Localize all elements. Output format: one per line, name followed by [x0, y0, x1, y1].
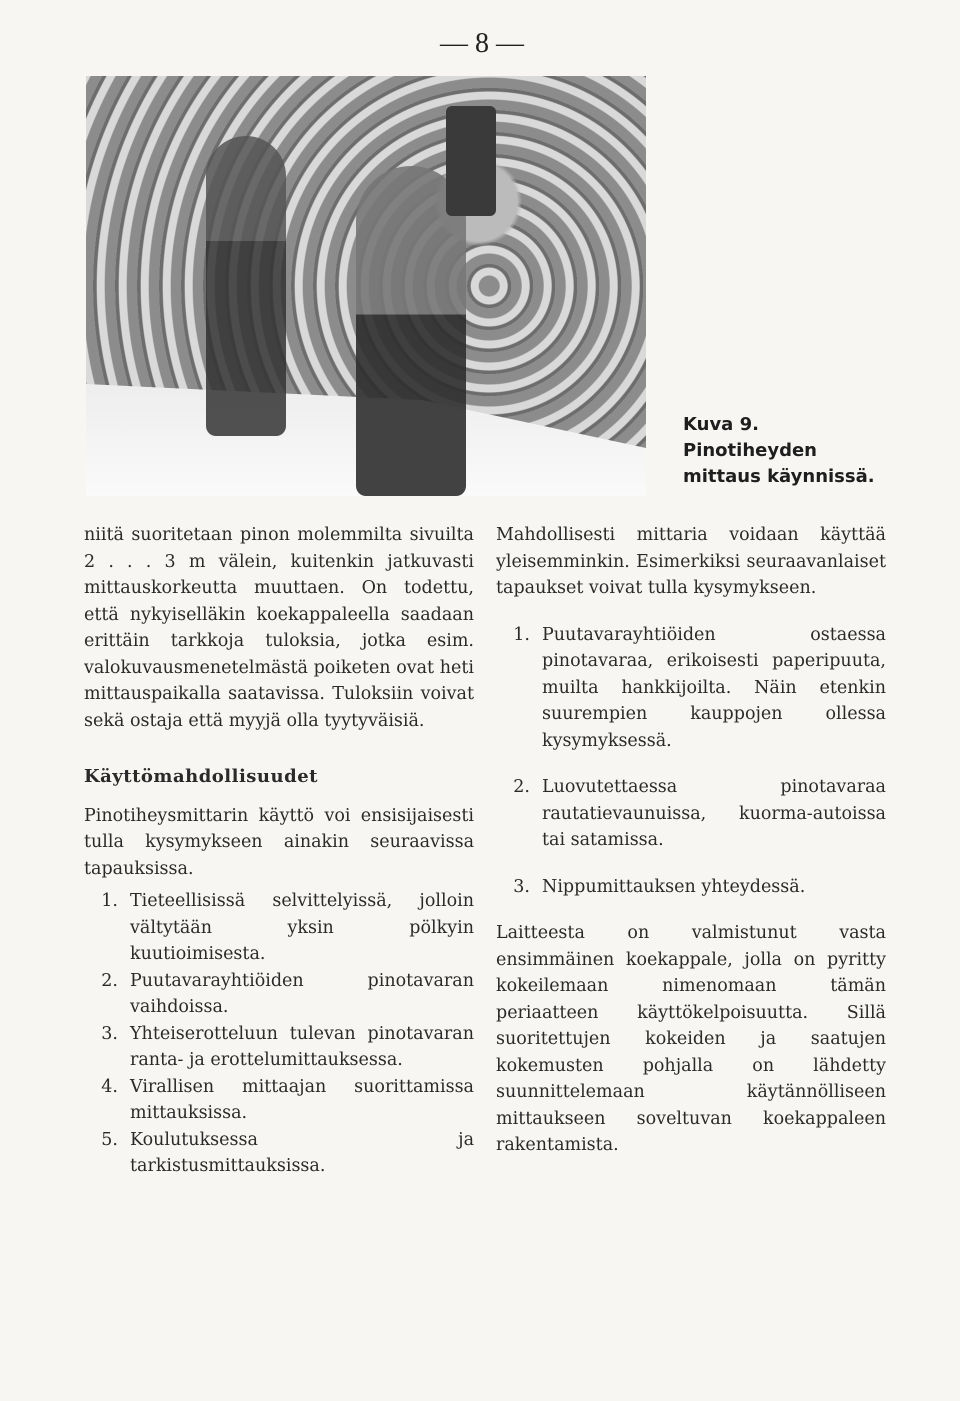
- page-number: — 8 —: [440, 28, 524, 59]
- list-item: [496, 874, 886, 901]
- list-item: [496, 622, 886, 755]
- list-item-text: Puutavarayhtiöiden ostaessa pinotavaraa, erikoisesti paperipuuta, muilta hankkijoilta. Näin etenkin suurempien kauppojen ollessa kysymyksessä.: [542, 624, 886, 751]
- list-item-number: 4.: [101, 1076, 118, 1097]
- right-list: [496, 622, 886, 901]
- left-list: [84, 888, 474, 1180]
- caption-label: Kuva 9.: [683, 414, 759, 435]
- list-item-number: 3.: [513, 876, 530, 897]
- caption-text: Pinotiheyden mittaus käynnissä.: [683, 440, 875, 487]
- list-item-text: Virallisen mittaajan suorittamissa mittauksissa.: [130, 1076, 474, 1123]
- photo-measuring-woodpile: [86, 76, 646, 496]
- list-item-number: 1.: [513, 624, 530, 645]
- list-item: [84, 888, 474, 968]
- list-item: [496, 774, 886, 854]
- list-item-text: Puutavarayhtiöiden pinotavaran vaihdoissa.: [130, 970, 474, 1017]
- left-intro-paragraph: niitä suoritetaan pinon molemmilta sivuilta 2 . . . 3 m välein, kuitenkin jatkuvasti mittauskorkeutta muuttaen. On todettu, että nykyiselläkin koekappaleella saadaan erittäin tarkkoja tuloksia, jotka esim. valokuvausmenetelmästä poiketen ovat heti mittauspaikalla saatavissa. Tuloksiin voivat sekä ostaja että myyjä olla tyytyväisiä.: [84, 525, 474, 731]
- list-item-number: 3.: [101, 1023, 118, 1044]
- right-column: [496, 522, 886, 1159]
- list-item: [84, 1074, 474, 1127]
- list-item-number: 1.: [101, 891, 118, 911]
- list-item-text: Yhteiserotteluun tulevan pinotavaran ranta- ja erottelumittauksessa.: [130, 1023, 474, 1070]
- list-item: [84, 1127, 474, 1180]
- left-column: [84, 522, 474, 1180]
- left-paragraph: Pinotiheysmittarin käyttö voi ensisijaisesti tulla kysymykseen ainakin seuraavissa tapauksissa.: [84, 805, 474, 879]
- list-item: [84, 968, 474, 1021]
- list-item-text: Luovutettaessa pinotavaraa rautatievaunuissa, kuorma-autoissa tai satamissa.: [542, 777, 886, 850]
- list-item-number: 2.: [513, 777, 530, 797]
- photo-measuring-device: [446, 106, 496, 216]
- section-heading: Käyttömahdollisuudet: [84, 766, 318, 787]
- photo-person-left: [206, 136, 286, 436]
- list-item-number: 2.: [101, 970, 118, 991]
- figure-caption: [683, 412, 883, 490]
- list-item-text: Nippumittauksen yhteydessä.: [542, 876, 806, 897]
- list-item-number: 5.: [101, 1129, 118, 1150]
- list-item-text: Koulutuksessa ja tarkistusmittauksissa.: [130, 1129, 474, 1176]
- list-item: [84, 1021, 474, 1074]
- list-item-text: Tieteellisissä selvittelyissä, jolloin vältytään yksin pölkyin kuutioimisesta.: [130, 891, 474, 964]
- right-intro-paragraph: Mahdollisesti mittaria voidaan käyttää yleisemminkin. Esimerkiksi seuraavanlaiset tapaukset voivat tulla kysymykseen.: [496, 525, 886, 598]
- right-final-paragraph: Laitteesta on valmistunut vasta ensimmäinen koekappale, jolla on pyritty kokeilemaan nimenomaan tämän periaatteen käyttökelpoisuutta. Sillä suoritettujen kokeiden ja saatujen kokemusten pohjalla on lähdetty suunnittelemaan käytännölliseen mittaukseen soveltuvan koekappaleen rakentamista.: [496, 923, 886, 1155]
